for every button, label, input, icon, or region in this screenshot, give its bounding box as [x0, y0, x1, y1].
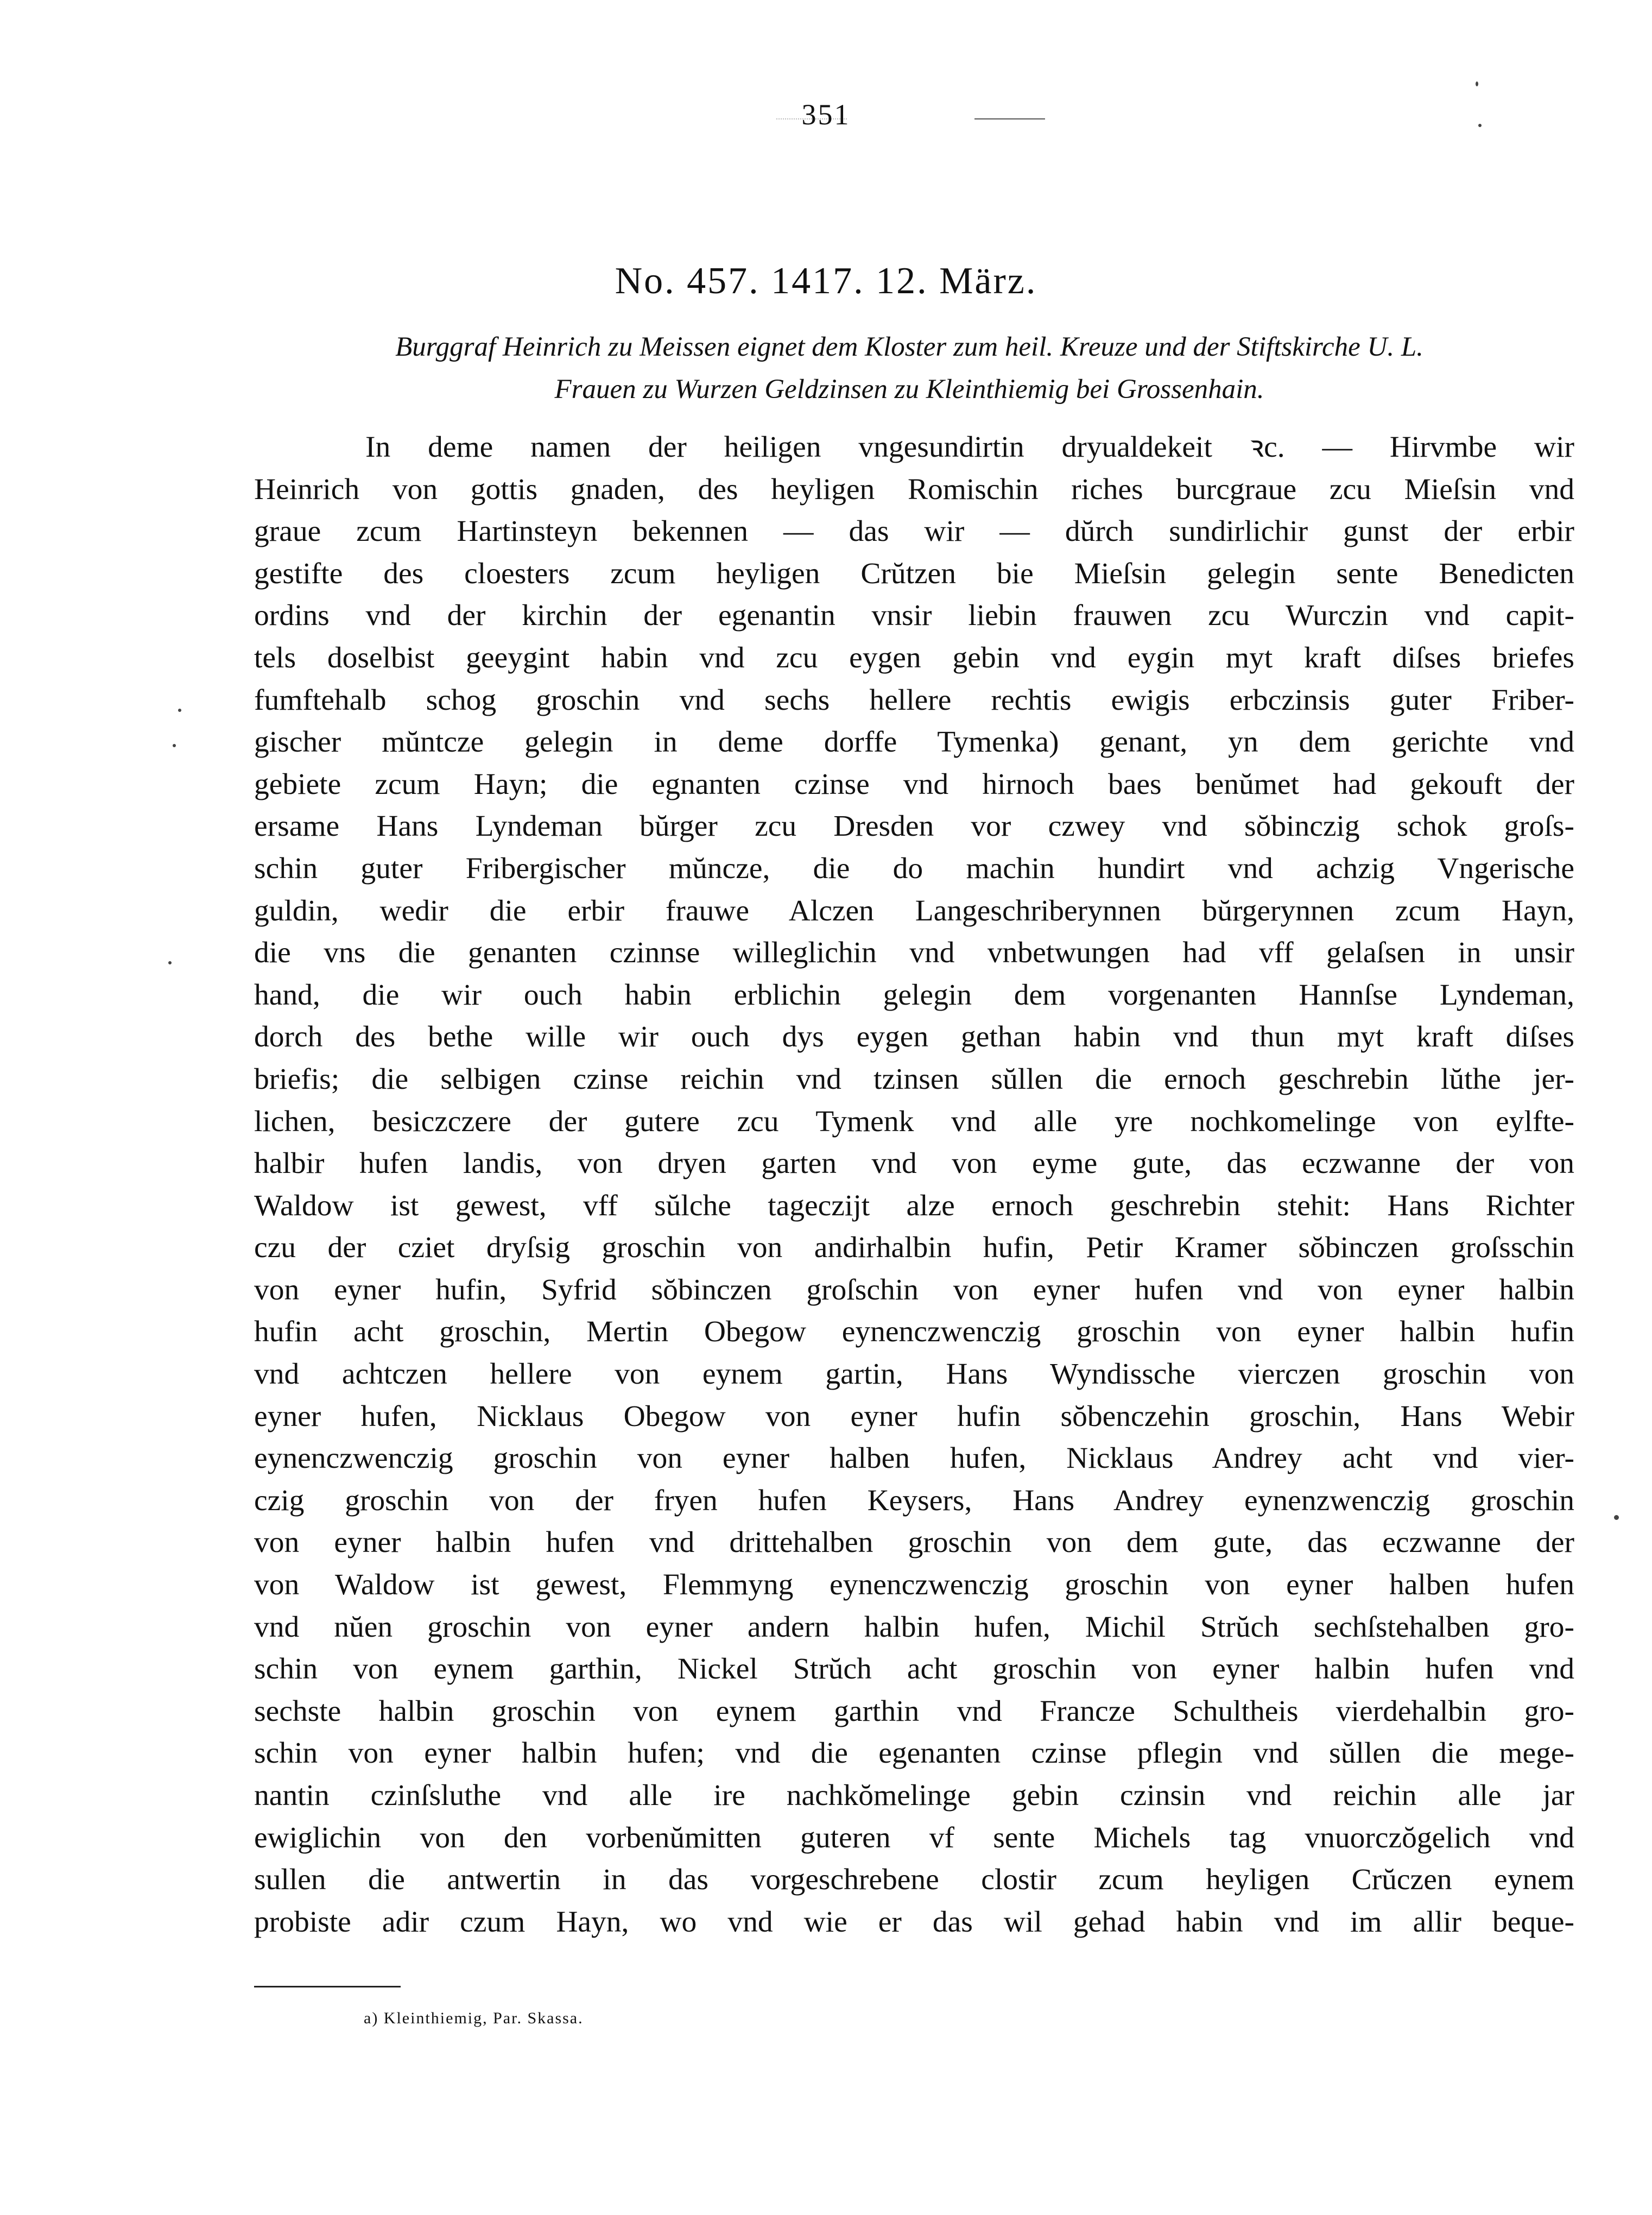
footnote-rule: [254, 1986, 401, 1987]
text-line: In deme namen der heiligen vngesundirtin dryualdekeit ꝛc. — Hirvmbe wir: [365, 431, 1574, 464]
text-line: tels doselbist geeygint habin vnd zcu eygen gebin vnd eygin myt kraft diſses briefes: [254, 641, 1574, 674]
text-line: vnd achtczen hellere von eynem gartin, Hans Wyndissche vierczen groschin von: [254, 1358, 1574, 1391]
text-line: czu der cziet dryſsig groschin von andirhalbin hufin, Petir Kramer sŏbinczen groſsschin: [254, 1231, 1574, 1265]
text-line: von eyner halbin hufen vnd drittehalben groschin von dem gute, das eczwanne der: [254, 1526, 1574, 1560]
charter-text: [254, 426, 1574, 1943]
page-number-rule-right: [974, 118, 1045, 119]
text-line: eynenczwenczig groschin von eyner halben hufen, Nicklaus Andrey acht vnd vier-: [254, 1442, 1574, 1475]
footnote: a) Kleinthiemig, Par. Skassa.: [364, 2009, 584, 2027]
text-line: halbir hufen landis, von dryen garten vnd von eyme gute, das eczwanne der von: [254, 1147, 1574, 1181]
document-heading: No. 457. 1417. 12. März.: [615, 260, 1037, 302]
text-line: graue zcum Hartinsteyn bekennen — das wir — dŭrch sundirlichir gunst der erbir: [254, 515, 1574, 548]
text-line: probiste adir czum Hayn, wo vnd wie er das wil gehad habin vnd im allir beque-: [254, 1905, 1574, 1939]
text-line: dorch des bethe wille wir ouch dys eygen gethan habin vnd thun myt kraft diſses: [254, 1020, 1574, 1054]
text-line: guldin, wedir die erbir frauwe Alczen Langeschriberynnen bŭrgerynnen zcum Hayn,: [254, 894, 1574, 927]
text-line: ewiglichin von den vorbenŭmitten guteren vf sente Michels tag vnuorczŏgelich vnd: [254, 1821, 1574, 1854]
text-line: eyner hufen, Nicklaus Obegow von eyner hufin sŏbenczehin groschin, Hans Webir: [254, 1399, 1574, 1433]
text-line: Heinrich von gottis gnaden, des heyligen Romischin riches burcgraue zcu Mieſsin vnd: [254, 472, 1574, 506]
scan-speck: [173, 744, 176, 747]
scan-speck: [1614, 1515, 1619, 1520]
scan-speck: [178, 709, 181, 712]
scan-speck: [1478, 124, 1482, 127]
text-line: ordins vnd der kirchin der egenantin vnsir liebin frauwen zcu Wurczin vnd capit-: [254, 599, 1574, 633]
regest-line: Burggraf Heinrich zu Meissen eignet dem Kloster zum heil. Kreuze und der Stiftskirche U. L.: [395, 332, 1423, 362]
text-line: sechste halbin groschin von eynem garthin vnd Francze Schultheis vierdehalbin gro-: [254, 1694, 1574, 1728]
text-line: gischer mŭntcze gelegin in deme dorffe Tymenka) genant, yn dem gerichte vnd: [254, 725, 1574, 759]
text-line: nantin czinſsluthe vnd alle ire nachkŏmelinge gebin czinsin vnd reichin alle jar: [254, 1779, 1574, 1812]
text-line: schin von eynem garthin, Nickel Strŭch acht groschin von eyner halbin hufen vnd: [254, 1652, 1574, 1686]
regest-line: Frauen zu Wurzen Geldzinsen zu Kleinthiemig bei Grossenhain.: [554, 374, 1264, 405]
text-line: hufin acht groschin, Mertin Obegow eynenczwenczig groschin von eyner halbin hufin: [254, 1315, 1574, 1349]
text-line: sullen die antwertin in das vorgeschrebene clostir zcum heyligen Crŭczen eynem: [254, 1863, 1574, 1897]
text-line: gebiete zcum Hayn; die egnanten czinse vnd hirnoch baes benŭmet had gekouft der: [254, 767, 1574, 801]
text-line: Waldow ist gewest, vff sŭlche tageczijt alze ernoch geschrebin stehit: Hans Richter: [254, 1189, 1574, 1222]
text-line: gestifte des cloesters zcum heyligen Crŭtzen bie Mieſsin gelegin sente Benedicten: [254, 557, 1574, 590]
scan-speck: [1476, 81, 1478, 86]
page-number: 351: [801, 98, 851, 131]
text-line: die vns die genanten czinnse willeglichin vnd vnbetwungen had vff gelaſsen in unsir: [254, 936, 1574, 970]
text-line: czig groschin von der fryen hufen Keysers, Hans Andrey eynenzwenczig groschin: [254, 1484, 1574, 1517]
text-line: von Waldow ist gewest, Flemmyng eynenczwenczig groschin von eyner halben hufen: [254, 1568, 1574, 1602]
text-line: ersame Hans Lyndeman bŭrger zcu Dresden vor czwey vnd sŏbinczig schok groſs-: [254, 810, 1574, 843]
text-line: von eyner hufin, Syfrid sŏbinczen groſschin von eyner hufen vnd von eyner halbin: [254, 1273, 1574, 1307]
text-line: briefis; die selbigen czinse reichin vnd tzinsen sŭllen die ernoch geschrebin lŭthe jer-: [254, 1062, 1574, 1096]
text-line: schin von eyner halbin hufen; vnd die egenanten czinse pflegin vnd sŭllen die mege-: [254, 1737, 1574, 1770]
regest-summary: [247, 326, 1572, 411]
text-line: schin guter Fribergischer mŭncze, die do machin hundirt vnd achzig Vngerische: [254, 851, 1574, 885]
scan-speck: [168, 961, 172, 964]
text-line: vnd nŭen groschin von eyner andern halbin hufen, Michil Strŭch sechſstehalben gro-: [254, 1610, 1574, 1644]
text-line: hand, die wir ouch habin erblichin gelegin dem vorgenanten Hannſse Lyndeman,: [254, 978, 1574, 1012]
text-line: fumftehalb schog groschin vnd sechs hellere rechtis ewigis erbczinsis guter Friber-: [254, 683, 1574, 717]
text-line: lichen, besiczczere der gutere zcu Tymenk vnd alle yre nochkomelinge von eylfte-: [254, 1105, 1574, 1138]
